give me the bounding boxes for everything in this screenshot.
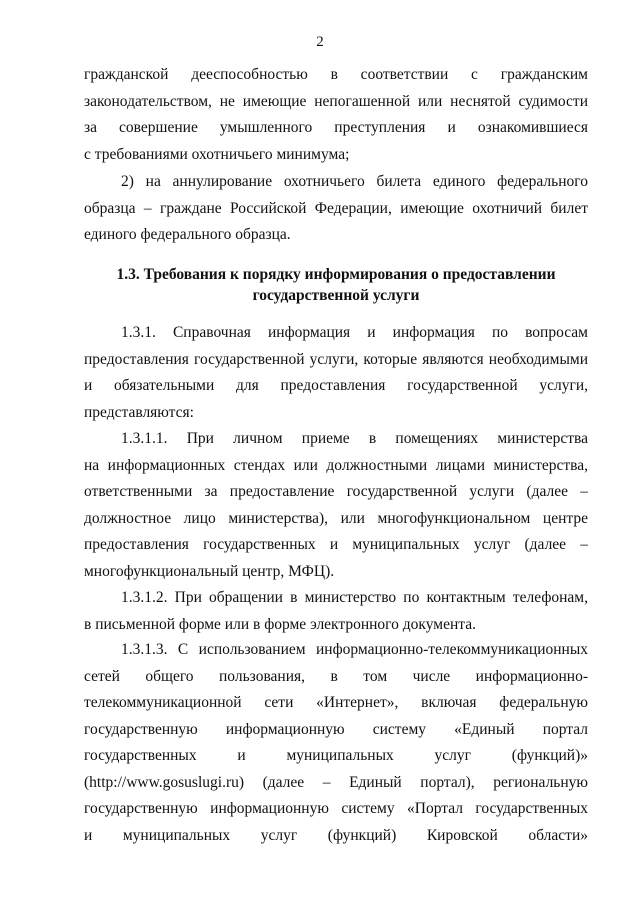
text-line: за совершение умышленного преступления и ознакомившиеся bbox=[84, 119, 588, 136]
section-heading-line: государственной услуги bbox=[252, 287, 420, 304]
text-line: 1.3.1.2. При обращении в министерство по контактным телефонам, bbox=[121, 589, 588, 606]
paragraph-1-3-1-2 bbox=[84, 585, 588, 638]
item-2-paragraph bbox=[84, 169, 588, 249]
text-line: должностное лицо министерства), или многофункциональном центре bbox=[84, 509, 588, 527]
continuation-paragraph bbox=[84, 62, 588, 168]
text-line: 1.3.1.3. С использованием информационно-телекоммуникационных bbox=[121, 641, 588, 658]
text-line: и муниципальных услуг (функций) Кировской области» bbox=[84, 826, 588, 844]
paragraph-1-3-1-3 bbox=[84, 637, 588, 849]
text-line: сетей общего пользования, в том числе информационно- bbox=[84, 667, 588, 685]
paragraph-1-3-1 bbox=[84, 320, 588, 426]
text-line: с требованиями охотничьего минимума; bbox=[84, 145, 350, 163]
text-line: (http://www.gosuslugi.ru) (далее – Единый портал), региональную bbox=[84, 773, 588, 791]
text-line: законодательством, не имеющие непогашенной или неснятой судимости bbox=[84, 92, 588, 110]
text-line: на информационных стендах или должностными лицами министерства, bbox=[84, 456, 588, 474]
text-line: единого федерального образца. bbox=[84, 226, 291, 243]
text-line: гражданской дееспособностью в соответствии с гражданским bbox=[84, 66, 588, 83]
paragraph-1-3-1-1 bbox=[84, 426, 588, 585]
text-line: 1.3.1.1. При личном приеме в помещениях министерства bbox=[121, 430, 588, 447]
text-line: образца – граждане Российской Федерации, имеющие охотничий билет bbox=[84, 199, 588, 217]
page-number: 2 bbox=[316, 34, 324, 50]
section-heading bbox=[84, 264, 588, 306]
text-line: предоставления государственной услуги, которые являются необходимыми bbox=[84, 350, 588, 368]
text-line: государственных и муниципальных услуг (функций)» bbox=[84, 747, 588, 764]
text-line: 1.3.1. Справочная информация и информация по вопросам bbox=[121, 324, 588, 341]
text-line: телекоммуникационной сети «Интернет», включая федеральную bbox=[84, 694, 588, 711]
text-line: в письменной форме или в форме электронного документа. bbox=[84, 615, 476, 633]
text-line: предоставления государственных и муниципальных услуг (далее – bbox=[84, 536, 588, 553]
text-line: государственную информационную систему «Единый портал bbox=[84, 720, 588, 738]
text-line: представляются: bbox=[84, 403, 194, 421]
text-line: 2) на аннулирование охотничьего билета единого федерального bbox=[121, 173, 588, 190]
text-line: и обязательными для предоставления государственной услуги, bbox=[84, 377, 588, 394]
text-line: ответственными за предоставление государственной услуги (далее – bbox=[84, 483, 588, 500]
section-heading-line: 1.3. Требования к порядку информирования о предоставлении bbox=[116, 266, 556, 283]
text-line: многофункциональный центр, МФЦ). bbox=[84, 562, 335, 580]
text-line: государственную информационную систему «Портал государственных bbox=[84, 800, 588, 817]
